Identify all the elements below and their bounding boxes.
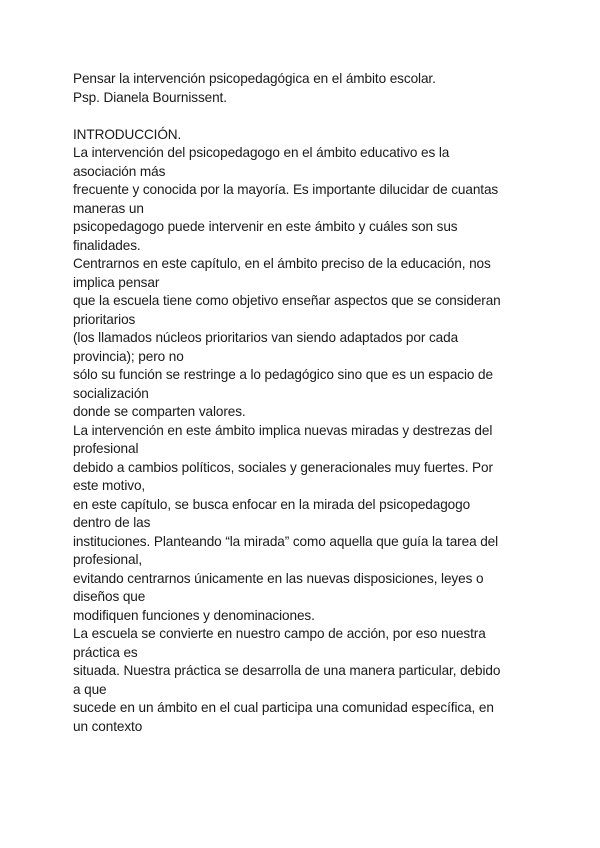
body-line: Centrarnos en este capítulo, en el ámbito preciso de la educación, nos: [73, 256, 491, 271]
body-line: La intervención en este ámbito implica nuevas miradas y destrezas del: [73, 422, 493, 438]
document-author: Psp. Dianela Bournissent.: [73, 89, 227, 105]
body-line: a que: [73, 681, 107, 697]
body-line: dentro de las: [73, 515, 151, 530]
body-line: debido a cambios políticos, sociales y generacionales muy fuertes. Por: [73, 459, 493, 475]
body-line: prioritarios: [73, 311, 136, 327]
body-line: en este capítulo, se busca enfocar en la mirada del psicopedagogo: [73, 496, 471, 512]
document-header: [73, 70, 530, 107]
body-line: un contexto: [73, 718, 143, 734]
body-line: frecuente y conocida por la mayoría. Es importante dilucidar de cuantas: [73, 182, 499, 197]
body-line: psicopedagogo puede intervenir en este ámbito y cuáles son sus: [73, 219, 458, 234]
body-line: donde se comparten valores.: [73, 404, 246, 419]
body-line: práctica es: [73, 644, 138, 660]
body-line: modifiquen funciones y denominaciones.: [73, 607, 315, 623]
body-line: profesional,: [73, 552, 143, 567]
body-line: finalidades.: [73, 237, 141, 253]
body-line: profesional: [73, 441, 139, 456]
body-line: socialización: [73, 385, 149, 401]
body-line: que la escuela tiene como objetivo enseñar aspectos que se consideran: [73, 293, 501, 308]
body-line: instituciones. Planteando “la mirada” como aquella que guía la tarea del: [73, 533, 499, 549]
body-line: sucede en un ámbito en el cual participa una comunidad específica, en: [73, 700, 494, 715]
body-text: [73, 144, 530, 736]
body-line: provincia); pero no: [73, 348, 184, 364]
body-line: este motivo,: [73, 478, 146, 493]
body-line: implica pensar: [73, 274, 160, 290]
section-heading: INTRODUCCIÓN.: [73, 126, 182, 142]
body-line: asociación más: [73, 163, 166, 179]
body-line: sólo su función se restringe a lo pedagógico sino que es un espacio de: [73, 367, 493, 382]
spacer: [73, 107, 530, 126]
body-line: diseños que: [73, 589, 146, 604]
document-title: Pensar la intervención psicopedagógica en el ámbito escolar.: [73, 71, 436, 86]
body-line: situada. Nuestra práctica se desarrolla de una manera particular, debido: [73, 663, 501, 678]
body-line: La escuela se convierte en nuestro campo de acción, por eso nuestra: [73, 626, 486, 641]
body-line: evitando centrarnos únicamente en las nuevas disposiciones, leyes o: [73, 570, 484, 586]
body-line: La intervención del psicopedagogo en el ámbito educativo es la: [73, 145, 450, 160]
body-line: (los llamados núcleos prioritarios van siendo adaptados por cada: [73, 330, 459, 345]
body-line: maneras un: [73, 200, 144, 216]
